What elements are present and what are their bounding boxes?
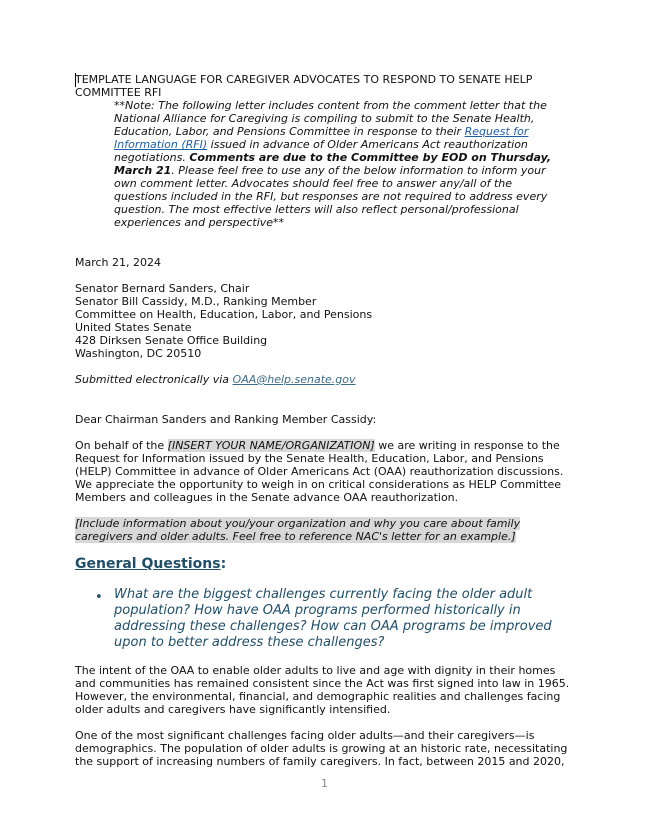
email-link[interactable]: OAA@help.senate.gov bbox=[232, 373, 356, 386]
intro-prefix: On behalf of the bbox=[75, 439, 168, 452]
section-heading-text: General Questions bbox=[75, 556, 221, 572]
name-placeholder: [INSERT YOUR NAME/ORGANIZATION] bbox=[167, 439, 375, 452]
address-line: 428 Dirksen Senate Office Building bbox=[75, 334, 268, 347]
include-note bbox=[75, 517, 575, 543]
page-number: 1 bbox=[321, 777, 328, 790]
include-note-text: [Include information about you/your organization and why you care about family caregivers and older adults. Feel free to reference NAC's letter for an example.] bbox=[75, 517, 521, 543]
submitted-line bbox=[75, 373, 356, 386]
deadline-text: Comments are due to the Committee by EOD on Thursday, March 21 bbox=[114, 151, 552, 177]
address-line: Washington, DC 20510 bbox=[75, 347, 202, 360]
intro-paragraph bbox=[75, 439, 575, 504]
address-line: Senator Bill Cassidy, M.D., Ranking Member bbox=[75, 295, 317, 308]
note-text-3: . Please feel free to use any of the below information to inform your own comment letter. Advocates should feel free to answer any/all of the questions included in the RFI, but responses are not required to address every question. The most effective letters will also reflect personal/professional experiences and perspective** bbox=[114, 164, 548, 229]
salutation: Dear Chairman Sanders and Ranking Member Cassidy: bbox=[75, 413, 377, 426]
submitted-prefix: Submitted electronically via bbox=[75, 373, 233, 386]
address-line: Committee on Health, Education, Labor, and Pensions bbox=[75, 308, 373, 321]
question-item: What are the biggest challenges currently facing the older adult population? How have OAA programs performed historically in addressing these challenges? How can OAA programs be improved upon to better address these challenges? bbox=[114, 587, 552, 650]
address-line: United States Senate bbox=[75, 321, 192, 334]
note-text-2: issued in advance of Older Americans Act reauthorization negotiations. bbox=[114, 138, 528, 164]
instruction-note bbox=[114, 99, 564, 229]
recipient-address bbox=[75, 282, 575, 360]
body-paragraph: The intent of the OAA to enable older adults to live and age with dignity in their homes and communities has remained consistent since the Act was first signed into law in 1965. However, the environmental, financial, and demographic realities and challenges facing older adults and caregivers have significantly intensified. bbox=[75, 664, 570, 716]
body-paragraph: One of the most significant challenges facing older adults—and their caregivers—is demographics. The population of older adults is growing at an historic rate, necessitating the support of increasing numbers of family caregivers. In fact, between 2015 and 2020, bbox=[75, 729, 568, 768]
bullet-icon: • bbox=[95, 590, 103, 605]
rfi-link[interactable]: Request for Information (RFI) bbox=[114, 125, 529, 151]
section-heading-colon: : bbox=[220, 556, 227, 572]
note-text-1: **Note: The following letter includes content from the comment letter that the National Alliance for Caregiving is compiling to submit to the Senate Health, Education, Labor, and Pensions Committee in response to their bbox=[114, 99, 547, 138]
letter-date: March 21, 2024 bbox=[75, 256, 162, 269]
section-heading bbox=[75, 556, 226, 572]
intro-rest: we are writing in response to the Request for Information issued by the Senate Health, Education, Labor, and Pensions (HELP) Committee in advance of Older Americans Act (OAA) reauthorization discussions. We appreciate the opportunity to weigh in on critical considerations as HELP Committee Members and colleagues in the Senate advance OAA reauthorization. bbox=[75, 439, 564, 504]
document-title: TEMPLATE LANGUAGE FOR CAREGIVER ADVOCATES TO RESPOND TO SENATE HELP COMMITTEE RFI bbox=[75, 73, 533, 99]
address-line: Senator Bernard Sanders, Chair bbox=[75, 282, 250, 295]
